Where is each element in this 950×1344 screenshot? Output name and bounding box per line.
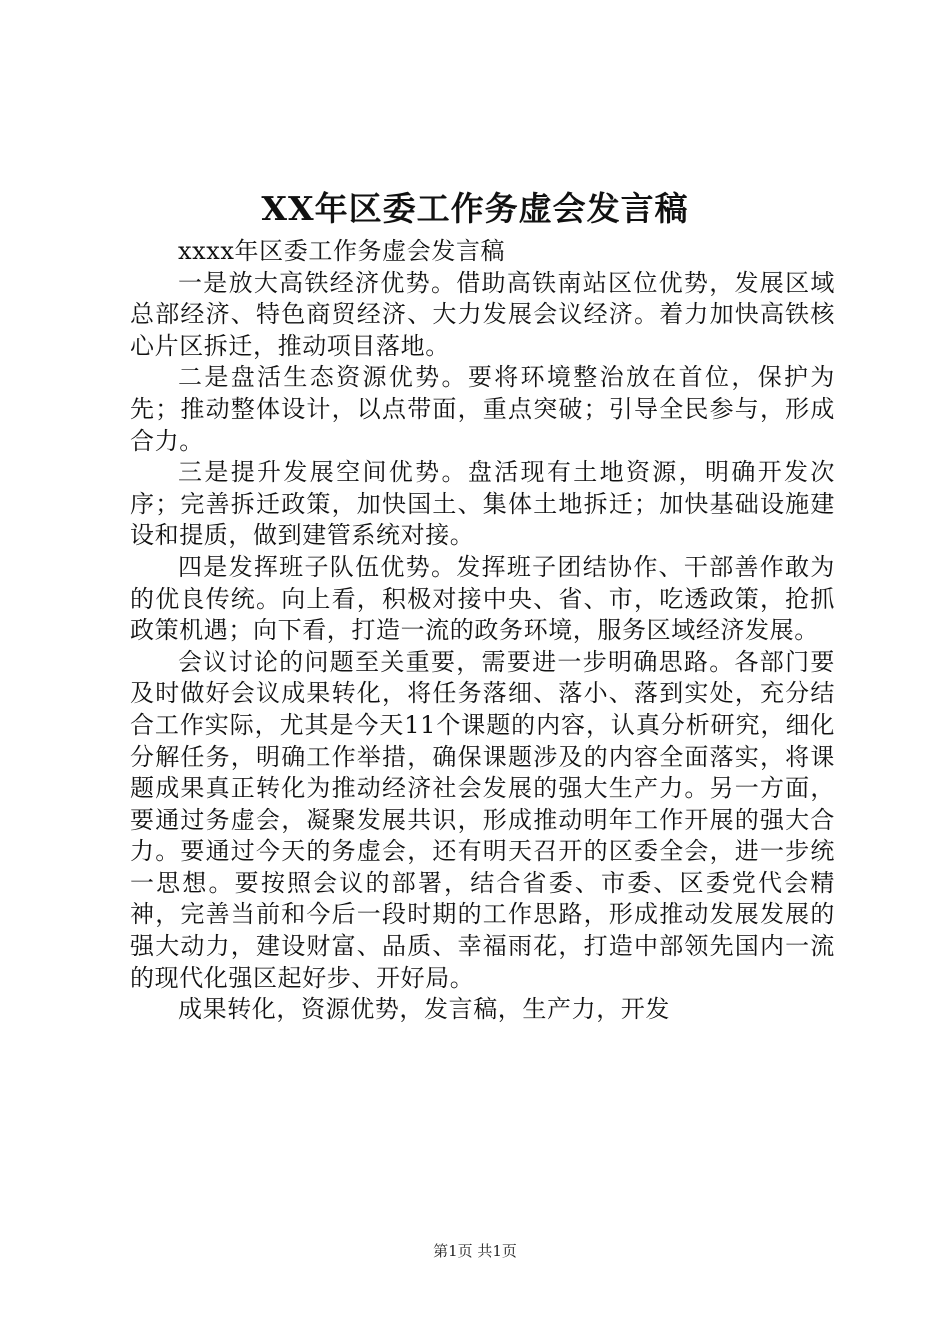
paragraph-meeting-discussion: 会议讨论的问题至关重要，需要进一步明确思路。各部门要及时做好会议成果转化，将任务落细、落小、落到实处，充分结合工作实际，尤其是今天11个课题的内容，认真分析研究，细化分解任务，明确工作举措，确保课题涉及的内容全面落实，将课题成果真正转化为推动经济社会发展的强大生产力。另一方面，要通过务虚会，凝聚发展共识，形成推动明年工作开展的强大合力。要通过今天的务虚会，还有明天召开的区委全会，进一步统一思想。要按照会议的部署，结合省委、市委、区委党代会精神，完善当前和今后一段时期的工作思路，形成推动发展发展的强大动力，建设财富、品质、幸福雨花，打造中部领先国内一流的现代化强区起好步、开好局。 [130, 647, 835, 992]
keywords-paragraph: 成果转化，资源优势，发言稿，生产力，开发 [178, 995, 670, 1024]
subtitle-paragraph: xxxx年区委工作务虚会发言稿 [178, 237, 506, 265]
paragraph-development-space: 三是提升发展空间优势。盘活现有土地资源，明确开发次序；完善拆迁政策，加快国土、集体土地拆迁；加快基础设施建设和提质，做到建管系统对接。 [130, 458, 835, 550]
paragraph-ecological-resources: 二是盘活生态资源优势。要将环境整治放在首位，保护为先；推动整体设计，以点带面，重点突破；引导全民参与，形成合力。 [130, 363, 835, 455]
paragraph-team-advantage: 四是发挥班子队伍优势。发挥班子团结协作、干部善作敢为的优良传统。向上看，积极对接中央、省、市，吃透政策，抢抓政策机遇；向下看，打造一流的政务环境，服务区域经济发展。 [130, 552, 835, 645]
document-body [130, 236, 835, 1026]
page-number-footer: 第1页 共1页 [433, 1242, 517, 1260]
paragraph-high-speed-rail: 一是放大高铁经济优势。借助高铁南站区位优势，发展区域总部经济、特色商贸经济、大力发展会议经济。着力加快高铁核心片区拆迁，推动项目落地。 [130, 268, 835, 360]
document-title: XX年区委工作务虚会发言稿 [261, 189, 689, 228]
